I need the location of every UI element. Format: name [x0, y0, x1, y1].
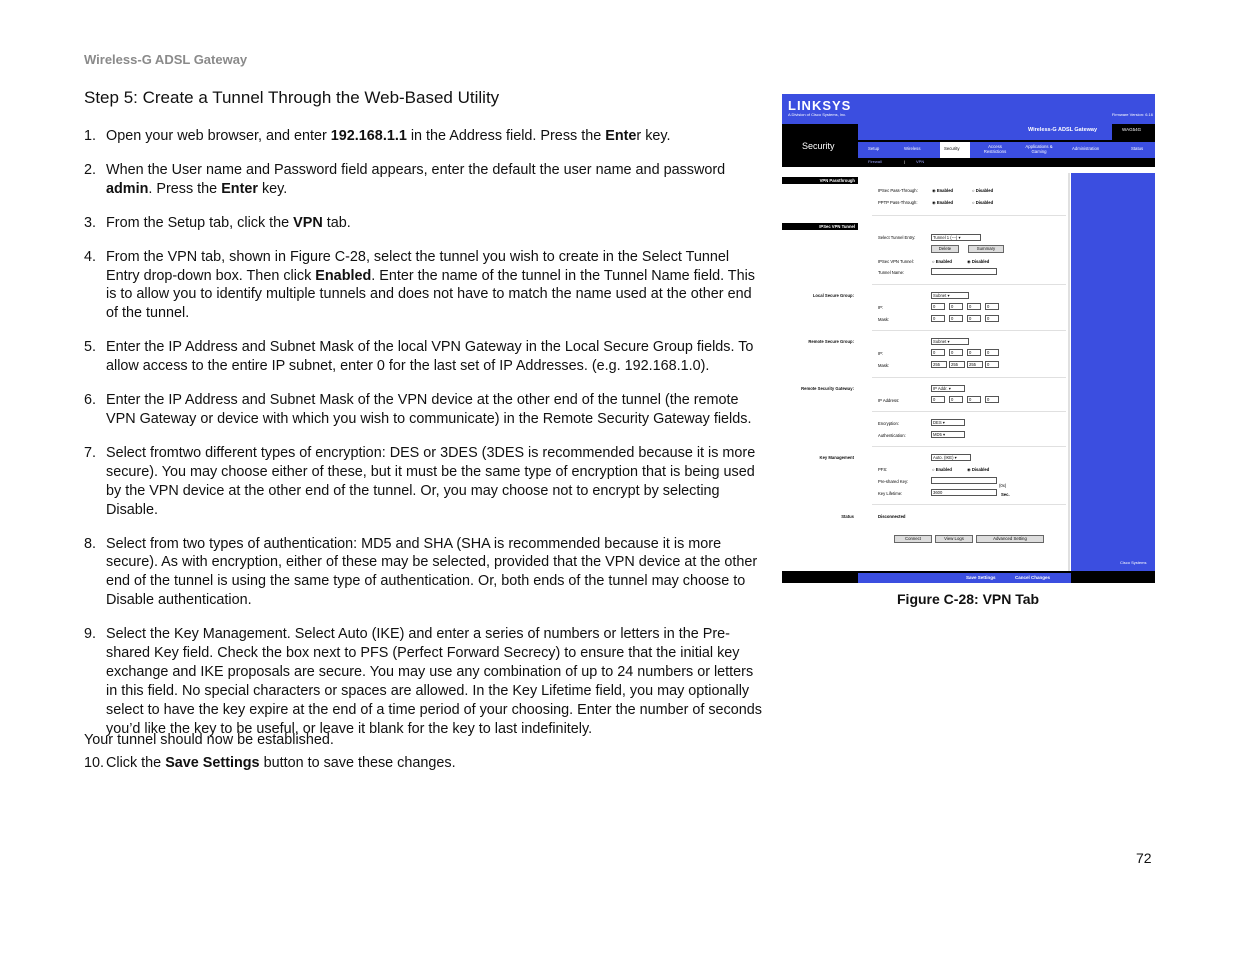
step-text: r key.: [636, 128, 671, 144]
delete-button[interactable]: Delete: [931, 245, 959, 253]
remote-mask-octet-4[interactable]: 0: [985, 361, 999, 368]
pfs-disabled-radio[interactable]: ◉ Disabled: [967, 467, 990, 472]
local-ip-octet-4[interactable]: 0: [985, 303, 999, 310]
divider: [872, 377, 1066, 378]
gateway-ip-octet-3[interactable]: 0: [967, 396, 981, 403]
key-management-value: Auto. (IKE): [933, 455, 954, 460]
pptp-pt-disabled-text: Disabled: [975, 200, 994, 205]
step-text: key.: [257, 180, 288, 197]
step-bold-text: 192.168.1.1: [330, 128, 407, 144]
ipsec-vpn-tunnel-label: IPSec VPN Tunnel:: [878, 259, 914, 264]
label-status: Status: [841, 514, 854, 519]
local-mask-label: Mask:: [878, 317, 890, 322]
ipsec-passthrough-label: IPSec Pass-Through:: [878, 188, 918, 193]
divider: [872, 411, 1066, 412]
divider: [872, 330, 1066, 331]
step-number: 5.: [84, 339, 97, 356]
step-text: Select fromtwo different types of encryption: DES or 3DES (3DES is recommended because it is more secure). You may choose either of these, but it must be the same type of encryption that is being used by the VPN device at the other end of the tunnel. Or, you may choose not to encrypt by selecting Disable.: [106, 444, 756, 518]
firmware-version: Firmware Version: 6.16: [1111, 112, 1153, 117]
remote-mask-octet-1[interactable]: 255: [931, 361, 947, 368]
step-text: . Enter the name of the tunnel in the Tunnel Name field. This is to allow you to identify multiple tunnels and does not have to match the name used at the other end of the tunnel.: [106, 267, 755, 322]
label-remote-gateway: Remote Security Gateway:: [801, 386, 854, 391]
step-text: tab.: [322, 214, 351, 231]
cisco-systems-logo: Cisco Systems: [1120, 560, 1147, 565]
step-item: [84, 391, 764, 429]
key-lifetime-input[interactable]: 3600: [931, 489, 997, 496]
remote-mask-octet-2[interactable]: 255: [949, 361, 965, 368]
authentication-value: MD5: [933, 432, 942, 437]
step-item: [84, 248, 764, 324]
step-text: Select from two types of authentication: MD5 and SHA (SHA is recommended because it is more secure). As with encryption, either of these may be selected, provided that the VPN device at the other end of the tunnel is using the same type of authentication. Or, both ends of the tunnel may choose to Disable authentication.: [106, 535, 758, 609]
pptp-passthrough-label: PPTP Pass-Through:: [878, 200, 918, 205]
step-text: Open your web browser, and enter: [106, 128, 331, 144]
pptp-pt-enabled-radio[interactable]: ◉ Enabled: [932, 200, 954, 205]
preshared-key-label: Pre-shared Key:: [878, 479, 909, 484]
remote-gateway-type-dropdown[interactable]: IP Addr. ▾: [931, 385, 965, 392]
select-tunnel-label: Select Tunnel Entry:: [878, 235, 916, 240]
model-name: WAG54G: [1122, 127, 1142, 132]
remote-group-type-dropdown[interactable]: Subnet ▾: [931, 338, 969, 345]
step-text: From the Setup tab, click the: [106, 214, 294, 231]
tunnel-name-label: Tunnel Name:: [878, 270, 905, 275]
ipsec-pt-enabled-text: Enabled: [936, 188, 954, 193]
local-mask-octet-4[interactable]: 0: [985, 315, 999, 322]
step-item: [84, 214, 764, 233]
step-number: 7.: [84, 444, 97, 461]
step-text: When the User name and Password field appears, enter the default the user name and password: [106, 161, 726, 178]
local-group-type-dropdown[interactable]: Subnet ▾: [931, 292, 969, 299]
label-remote-group: Remote Secure Group:: [808, 339, 854, 344]
local-mask-octet-2[interactable]: 0: [949, 315, 963, 322]
local-ip-octet-2[interactable]: 0: [949, 303, 963, 310]
pptp-pt-disabled-radio[interactable]: ○ Disabled: [972, 200, 994, 205]
tab-access-restrictions[interactable]: Access Restrictions: [983, 144, 1007, 154]
tab-security[interactable]: Security: [944, 146, 960, 151]
select-tunnel-dropdown[interactable]: Tunnel 1 (---) ▾: [931, 234, 981, 241]
local-mask-octet-1[interactable]: 0: [931, 315, 945, 322]
view-logs-button[interactable]: View Logs: [935, 535, 973, 543]
figure-caption: Figure C-28: VPN Tab: [897, 591, 1040, 607]
step-bold-text: Enabled: [315, 267, 372, 284]
cancel-changes-button[interactable]: Cancel Changes: [1015, 575, 1051, 580]
tab-administration[interactable]: Administration: [1072, 146, 1100, 151]
remote-group-type-value: Subnet: [933, 339, 947, 344]
step-number: 2.: [84, 161, 97, 178]
gateway-ip-octet-4[interactable]: 0: [985, 396, 999, 403]
band-ipsec-tunnel: [782, 223, 858, 230]
step-text: in the Address field. Press the: [406, 128, 606, 144]
divider: [872, 504, 1066, 505]
band-vpn-passthrough: [782, 177, 858, 184]
section-title: Step 5: Create a Tunnel Through the Web-Based Utility: [84, 88, 500, 107]
step-text: From the VPN tab, shown in Figure C-28, select the tunnel you wish to create in the Select Tunnel Entry drop-down box. Then click: [106, 248, 730, 284]
tunnel-disabled-text: Disabled: [971, 259, 990, 264]
step-text: . Press the: [148, 180, 222, 197]
step-item: [84, 754, 764, 773]
band-vpn-passthrough-label: VPN Passthrough: [819, 178, 855, 183]
seconds-label: Sec.: [1001, 492, 1010, 497]
ipsec-pt-disabled-radio[interactable]: ○ Disabled: [972, 188, 994, 193]
tunnel-enabled-radio[interactable]: ○ Enabled: [932, 259, 952, 264]
tab-wireless[interactable]: Wireless: [904, 146, 921, 151]
step-bold-text: VPN: [293, 214, 323, 231]
tunnel-enabled-text: Enabled: [935, 259, 952, 264]
local-ip-label: IP:: [878, 305, 884, 310]
step-item: [84, 535, 764, 611]
subtab-separator: |: [904, 159, 906, 164]
tab-status[interactable]: Status: [1131, 146, 1144, 151]
gateway-ip-label: IP Address:: [878, 398, 900, 403]
ipsec-pt-enabled-radio[interactable]: ◉ Enabled: [932, 188, 954, 193]
tunnel-disabled-radio[interactable]: ◉ Disabled: [967, 259, 990, 264]
remote-mask-octet-3[interactable]: 255: [967, 361, 983, 368]
pfs-enabled-radio[interactable]: ○ Enabled: [932, 467, 952, 472]
local-ip-octet-3[interactable]: 0: [967, 303, 981, 310]
step-item: [84, 127, 764, 146]
gateway-ip-octet-2[interactable]: 0: [949, 396, 963, 403]
encryption-value: DES: [933, 420, 942, 425]
encryption-dropdown[interactable]: DES ▾: [931, 419, 965, 426]
step-number: 8.: [84, 535, 97, 552]
step-text: Enter the IP Address and Subnet Mask of the VPN device at the other end of the tunnel (the remote VPN Gateway or device with which you wish to communicate) in the Remote Security Gateway fields.: [106, 392, 752, 427]
subtab-vpn[interactable]: VPN: [916, 159, 925, 164]
step-bold-text: admin: [106, 180, 149, 197]
step-bold-text: Save Settings: [165, 754, 260, 771]
advanced-setting-button[interactable]: Advanced Setting: [976, 535, 1044, 543]
step-bold-text: Enter: [221, 180, 258, 197]
divider: [872, 446, 1066, 447]
logo-subtitle: A Division of Cisco Systems, Inc.: [788, 112, 847, 117]
local-mask-octet-3[interactable]: 0: [967, 315, 981, 322]
step-number: 10.: [84, 754, 105, 771]
authentication-label: Authentication:: [878, 433, 906, 438]
step-number: 4.: [84, 248, 97, 265]
step-number: 9.: [84, 626, 97, 643]
tab-setup[interactable]: Setup: [868, 146, 880, 151]
pptp-pt-enabled-text: Enabled: [936, 200, 954, 205]
step-number: 6.: [84, 392, 97, 409]
ipsec-pt-disabled-text: Disabled: [975, 188, 994, 193]
local-group-type-value: Subnet: [933, 293, 947, 298]
local-ip-octet-1[interactable]: 0: [931, 303, 945, 310]
remote-mask-label: Mask:: [878, 363, 890, 368]
pfs-label: PFS:: [878, 467, 888, 472]
save-settings-button[interactable]: Save Settings: [966, 575, 996, 580]
linksys-logo: LINKSYS: [788, 98, 852, 113]
label-key-management: Key Management: [819, 455, 854, 460]
pfs-enabled-text: Enabled: [935, 467, 952, 472]
step-text: Enter the IP Address and Subnet Mask of the local VPN Gateway in the Local Secure Group fields. To allow access to the entire IP subnet, enter 0 for the last set of IP Addresses. (e.g. 192.168.1.0).: [106, 339, 754, 375]
step-text: Select the Key Management. Select Auto (IKE) and enter a series of numbers or letters in the Pre-shared Key field. Check the box next to PFS (Perfect Forward Secrecy) to ensure that the initial key exchange and IKE proposals are secure. You may use any combination of up to 24 numbers or letters in this field. No special characters or spaces are allowed. In the Key Lifetime field, you may optionally select to have the key expire at the end of a time period of your choosing. Enter the number of seconds you’d like the key to be useful, or leave it blank for the key to last indefinitely.: [106, 626, 762, 737]
step-bold-text: Ente: [605, 128, 637, 144]
key-lifetime-label: Key Lifetime:: [878, 491, 903, 496]
document-header: Wireless-G ADSL Gateway: [84, 52, 248, 67]
closing-line: Your tunnel should now be established.: [84, 732, 334, 748]
remote-ip-label: IP:: [878, 351, 884, 356]
remote-ip-octet-1[interactable]: 0: [931, 349, 945, 356]
step-item: [84, 338, 764, 376]
right-divider: [1068, 173, 1070, 571]
left-label-column: [782, 173, 858, 571]
gateway-ip-octet-1[interactable]: 0: [931, 396, 945, 403]
product-name: Wireless-G ADSL Gateway: [1028, 127, 1098, 133]
step-number: 1.: [84, 128, 97, 144]
step-item: [84, 625, 764, 738]
divider: [872, 215, 1066, 216]
encryption-label: Encryption:: [878, 421, 899, 426]
step-text: Click the: [106, 754, 166, 771]
authentication-dropdown[interactable]: MD5 ▾: [931, 431, 965, 438]
status-value: Disconnected: [878, 514, 906, 519]
subtab-firewall[interactable]: Firewall: [868, 159, 882, 164]
select-tunnel-value: Tunnel 1 (---): [933, 235, 958, 240]
divider: [872, 284, 1066, 285]
band-ipsec-tunnel-label: IPSec VPN Tunnel: [819, 224, 855, 229]
summary-button[interactable]: Summary: [968, 245, 1004, 253]
remote-ip-octet-4[interactable]: 0: [985, 349, 999, 356]
key-management-dropdown[interactable]: Auto. (IKE) ▾: [931, 454, 971, 461]
page-number: 72: [1136, 850, 1152, 866]
hex-prefix-label: (0x): [999, 483, 1007, 488]
step-item: [84, 161, 764, 199]
right-blue-panel: [1071, 173, 1155, 571]
section-name: Security: [802, 141, 835, 151]
remote-ip-octet-2[interactable]: 0: [949, 349, 963, 356]
vpn-tab-figure: [782, 94, 1155, 583]
preshared-key-input[interactable]: [931, 477, 997, 484]
step-text: button to save these changes.: [259, 754, 456, 771]
pfs-disabled-text: Disabled: [971, 467, 990, 472]
step-item: [84, 444, 764, 520]
remote-gateway-type-value: IP Addr.: [933, 386, 948, 391]
steps-list: [84, 127, 764, 787]
label-local-group: Local Secure Group:: [812, 293, 854, 298]
step-number: 3.: [84, 214, 97, 231]
tunnel-name-input[interactable]: [931, 268, 997, 275]
tab-applications-gaming[interactable]: Applications & Gaming: [1025, 144, 1053, 154]
remote-ip-octet-3[interactable]: 0: [967, 349, 981, 356]
connect-button[interactable]: Connect: [894, 535, 932, 543]
